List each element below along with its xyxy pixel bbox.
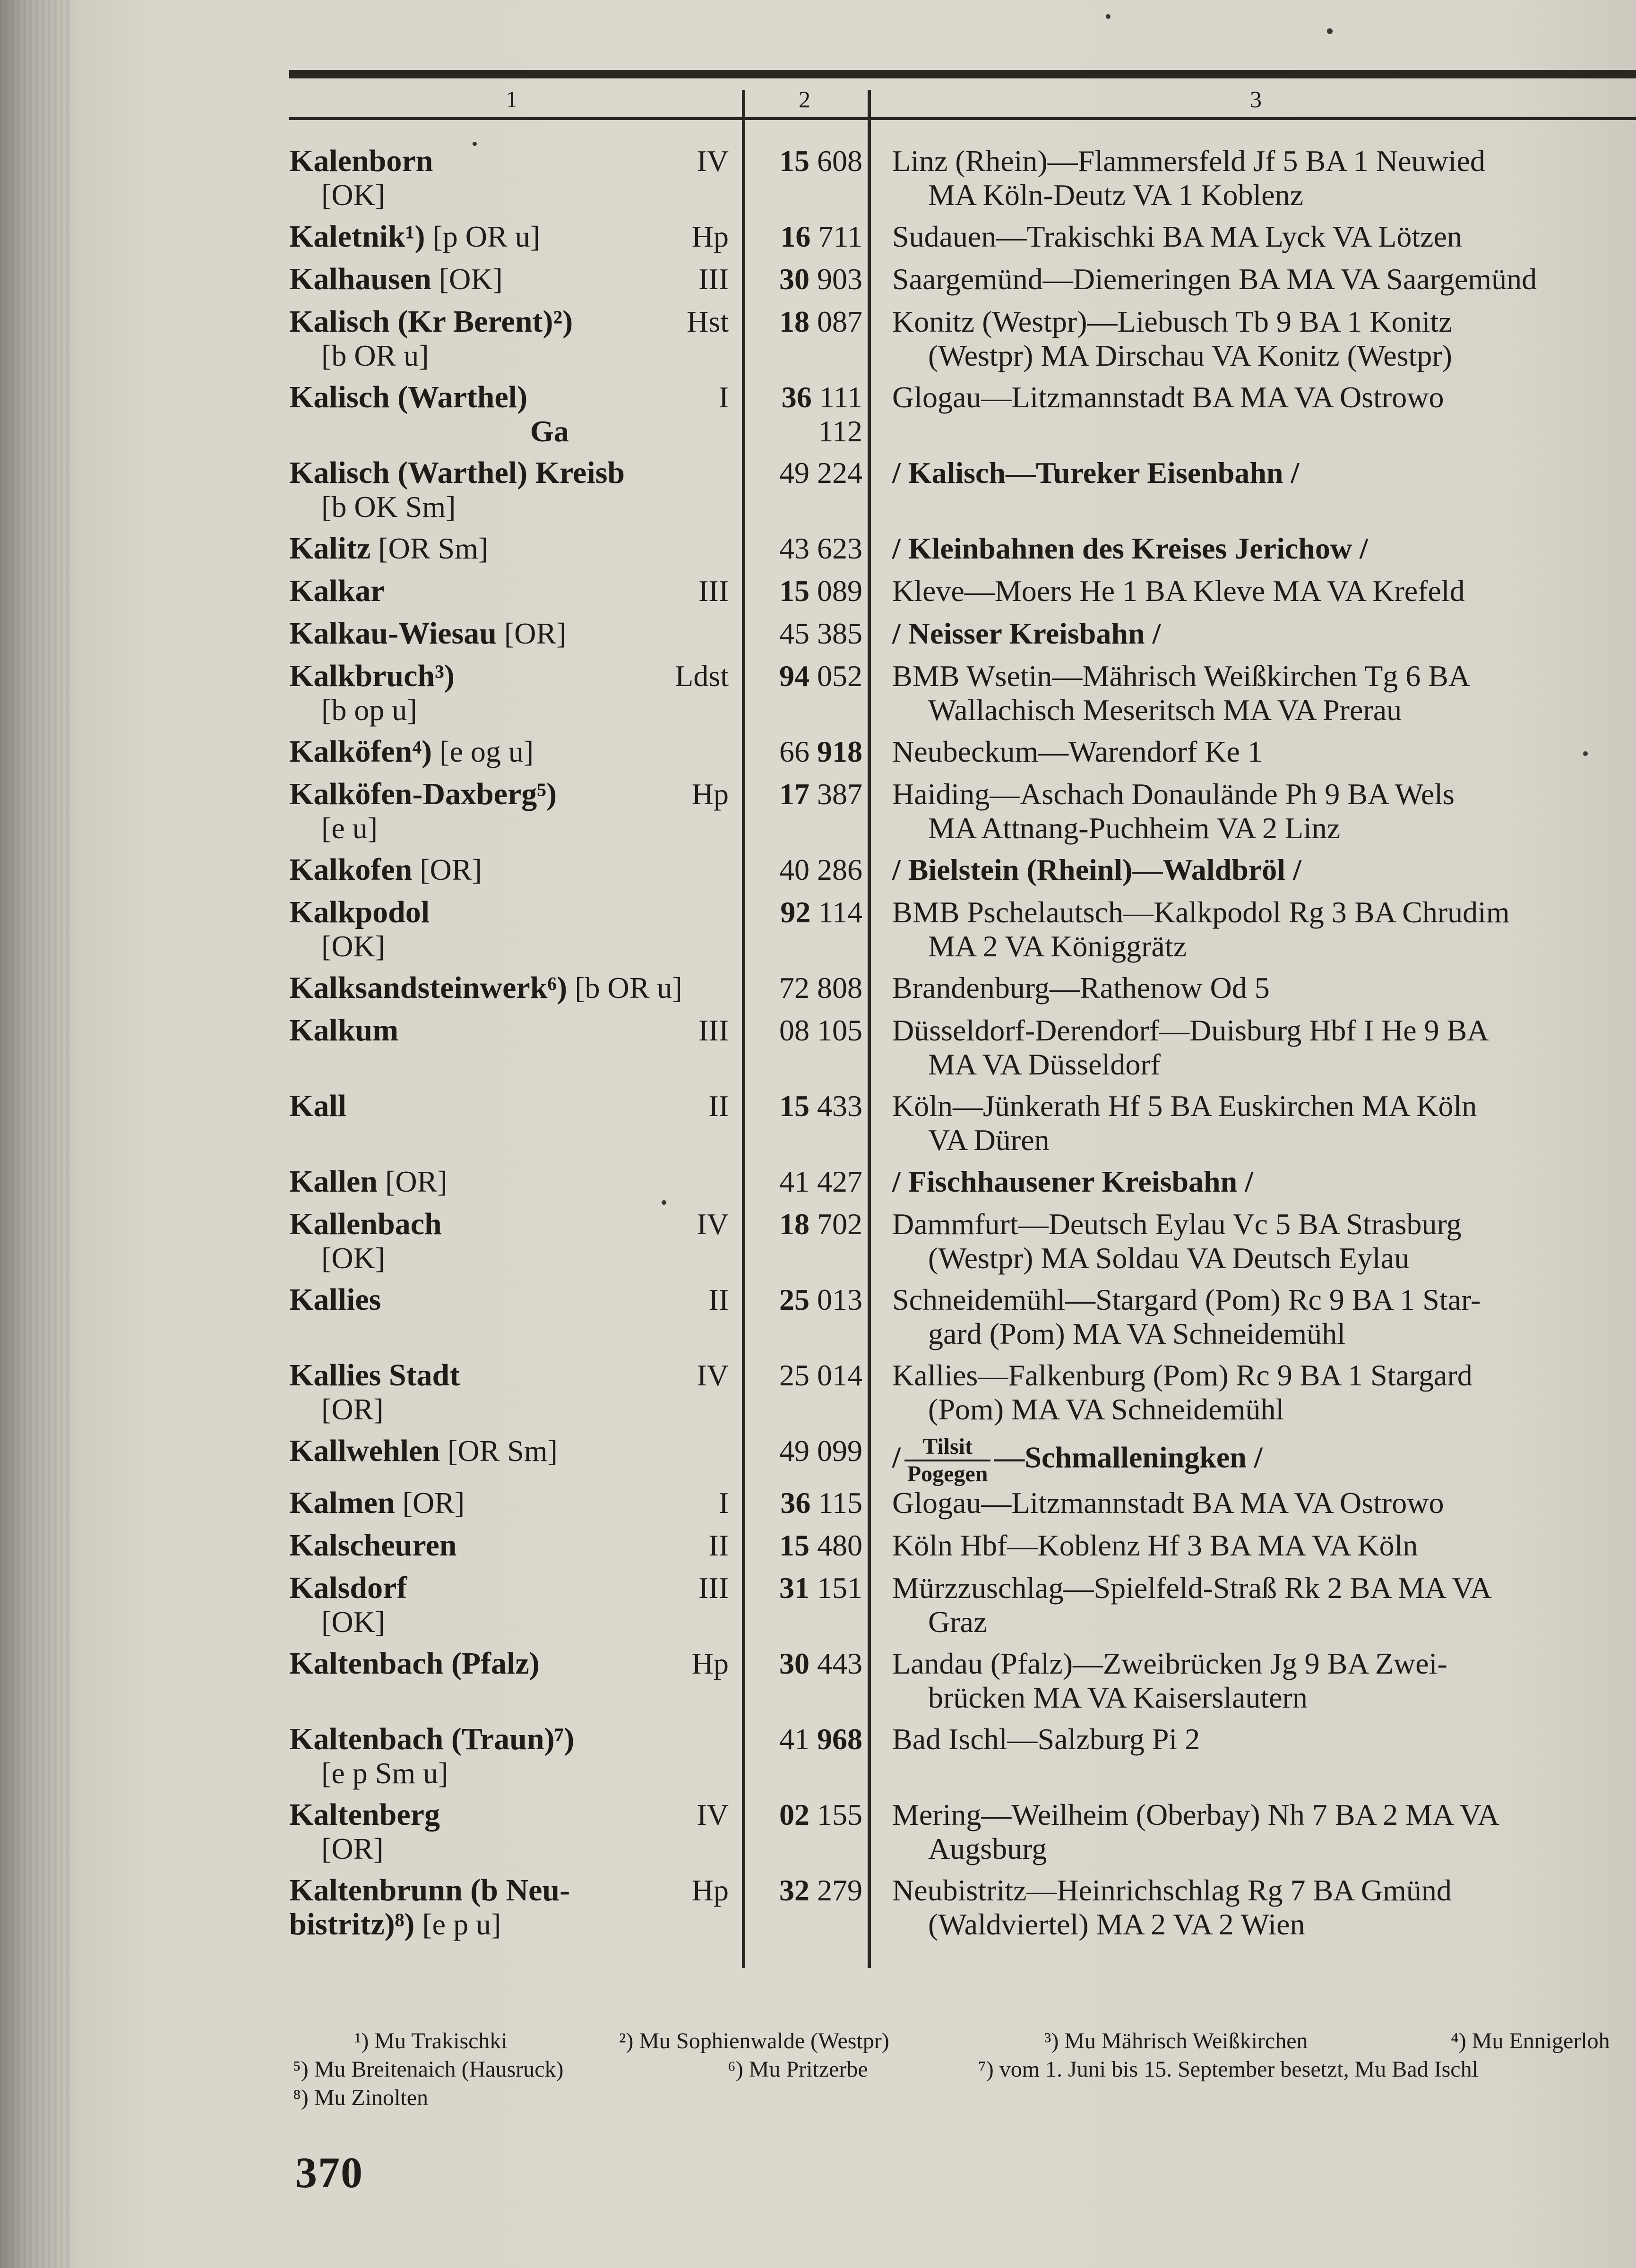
station-number — [756, 1014, 862, 1048]
station-class: IV — [697, 1207, 729, 1241]
station-name-cell — [289, 1358, 729, 1426]
station-number-suffix: 111 — [819, 380, 862, 414]
station-name-cell — [289, 1089, 729, 1123]
station-class: IV — [697, 1358, 729, 1392]
station-name-cell — [289, 777, 729, 845]
station-number-value: 25 014 — [779, 1358, 862, 1392]
station-status: [b OK Sm] — [321, 490, 456, 524]
station-name: Kaltenbach (Traun)⁷) — [289, 1722, 575, 1756]
station-number-prefix: 15 — [779, 144, 817, 178]
route-line: BMB Wsetin—Mährisch Weißkirchen Tg 6 BA — [892, 659, 1471, 693]
route-cell — [892, 456, 1636, 490]
station-number-prefix: 30 — [779, 1647, 817, 1680]
station-status: [OR] — [496, 617, 567, 650]
station-name-cell — [289, 895, 729, 963]
station-number-suffix: 013 — [817, 1283, 862, 1316]
station-status: [e og u] — [432, 735, 534, 768]
route-cell — [892, 1283, 1636, 1351]
station-name-cell — [289, 1529, 729, 1563]
station-status: [OR Sm] — [370, 532, 489, 565]
route-line: Kleve—Moers He 1 BA Kleve MA VA Krefeld — [892, 574, 1465, 608]
footnotes — [293, 2027, 1636, 2112]
station-number — [756, 380, 862, 448]
station-class: III — [698, 574, 729, 608]
station-name-cell — [289, 220, 729, 254]
route-cell — [892, 305, 1636, 373]
station-status: [OK] — [321, 929, 386, 963]
route-cell — [892, 1014, 1636, 1082]
station-name: Kalkofen — [289, 852, 413, 887]
station-status: [OR] — [321, 1392, 384, 1426]
route-line: Schneidemühl—Stargard (Pom) Rc 9 BA 1 Star- — [892, 1283, 1481, 1316]
route-line: Düsseldorf-Derendorf—Duisburg Hbf I He 9 BA — [892, 1014, 1489, 1047]
station-number — [756, 305, 862, 339]
station-class: Hp — [691, 1647, 729, 1680]
station-name: Kalkar — [289, 574, 385, 608]
station-class: III — [698, 1014, 729, 1047]
station-status: [OK] — [321, 1241, 386, 1275]
station-name: Kallies Stadt — [289, 1358, 460, 1392]
station-number-extra: 112 — [818, 414, 862, 448]
station-name-cell — [289, 1283, 729, 1317]
railway-name: / Kalisch—Tureker Eisenbahn / — [892, 456, 1300, 490]
station-number — [756, 456, 862, 490]
route-line: Bad Ischl—Salzburg Pi 2 — [892, 1722, 1200, 1756]
station-name-cell — [289, 262, 729, 296]
station-name-cell — [289, 1486, 729, 1520]
station-number-suffix: 387 — [817, 777, 862, 811]
station-number-prefix: 94 — [779, 659, 817, 693]
station-name-cell — [289, 456, 729, 524]
station-class: II — [708, 1089, 729, 1123]
footnote-line-1 — [293, 2027, 1636, 2055]
route-line: Dammfurt—Deutsch Eylau Vc 5 BA Strasburg — [892, 1207, 1462, 1241]
station-name: Kaltenbach (Pfalz) — [289, 1646, 540, 1681]
station-name-cell — [289, 659, 729, 727]
station-name-cell — [289, 1165, 729, 1199]
station-status: [e p Sm u] — [321, 1756, 448, 1790]
station-number-value: 49 099 — [779, 1434, 862, 1468]
station-name: Kalisch (Warthel) Kreisb — [289, 455, 625, 490]
station-name-cell — [289, 1798, 729, 1866]
station-name-cell — [289, 1434, 729, 1468]
station-name: Kalkau-Wiesau — [289, 616, 497, 651]
station-number-suffix: 087 — [817, 305, 862, 338]
station-name-cell — [289, 1722, 729, 1790]
route-line: Landau (Pfalz)—Zweibrücken Jg 9 BA Zwei- — [892, 1647, 1447, 1680]
route-line-continuation: MA 2 VA Königgrätz — [928, 929, 1187, 963]
station-number-suffix: 115 — [818, 1486, 862, 1520]
station-class: II — [708, 1283, 729, 1316]
station-number-suffix: 968 — [817, 1722, 862, 1756]
station-name: Kaletnik¹) — [289, 219, 425, 254]
station-number-prefix: 15 — [779, 1529, 817, 1562]
route-line: Haiding—Aschach Donaulände Ph 9 BA Wels — [892, 777, 1455, 811]
route-line: Mering—Weilheim (Oberbay) Nh 7 BA 2 MA VA — [892, 1798, 1499, 1831]
station-name-cell — [289, 532, 729, 566]
station-number — [756, 1486, 862, 1520]
railway-name: / Kleinbahnen des Kreises Jerichow / — [892, 532, 1368, 565]
station-number — [756, 971, 862, 1005]
station-class: III — [698, 1571, 729, 1605]
station-number-prefix: 30 — [779, 262, 817, 296]
route-cell — [892, 380, 1636, 414]
station-name: Kallenbach — [289, 1207, 442, 1241]
station-number-prefix: 02 — [779, 1798, 817, 1831]
route-cell — [892, 895, 1636, 963]
station-name-cell — [289, 617, 729, 651]
station-name-part: bistritz)⁸) — [289, 1907, 415, 1942]
station-name-cell — [289, 305, 729, 373]
route-line: Köln Hbf—Koblenz Hf 3 BA MA VA Köln — [892, 1529, 1418, 1562]
station-number — [756, 1798, 862, 1832]
route-cell — [892, 1358, 1636, 1426]
station-number — [756, 853, 862, 887]
station-number — [756, 1722, 862, 1756]
station-number — [756, 1358, 862, 1392]
route-cell — [892, 532, 1636, 566]
station-status: Ga — [530, 414, 569, 448]
station-name-cell — [289, 1571, 729, 1639]
station-status: [e p u] — [414, 1907, 501, 1941]
route-cell — [892, 1089, 1636, 1157]
route-line: Neubeckum—Warendorf Ke 1 — [892, 735, 1263, 768]
station-number — [756, 777, 862, 811]
station-name: Kall — [289, 1089, 347, 1123]
station-name-cell — [289, 1647, 729, 1681]
route-line-continuation: VA Düren — [928, 1123, 1050, 1157]
station-name: Kaltenbrunn (b Neu- — [289, 1873, 570, 1907]
station-number — [756, 1283, 862, 1317]
station-name: Kallen — [289, 1164, 378, 1199]
station-number-suffix: 702 — [817, 1207, 862, 1241]
route-cell — [892, 617, 1636, 651]
print-speck — [1583, 751, 1588, 756]
station-class: II — [708, 1529, 729, 1562]
route-line: Glogau—Litzmannstadt BA MA VA Ostrowo — [892, 1486, 1444, 1520]
route-line-continuation: gard (Pom) MA VA Schneidemühl — [928, 1317, 1345, 1350]
route-cell — [892, 853, 1636, 887]
station-class: III — [698, 262, 729, 296]
station-class: IV — [697, 1798, 729, 1831]
route-line: Neubistritz—Heinrichschlag Rg 7 BA Gmünd — [892, 1873, 1452, 1907]
station-number-suffix: 151 — [817, 1571, 862, 1605]
station-status: [OR] — [378, 1165, 448, 1198]
station-number — [756, 262, 862, 296]
railway-name: / Fischhausener Kreisbahn / — [892, 1165, 1253, 1198]
station-number — [756, 532, 862, 566]
station-class: Hst — [687, 305, 729, 338]
station-class: Hp — [691, 777, 729, 811]
station-status: [b OR u] — [321, 339, 429, 372]
footnote-8: ⁸) Mu Zinolten — [293, 2085, 429, 2110]
railway-name: / Neisser Kreisbahn / — [892, 617, 1161, 650]
station-number — [756, 1165, 862, 1199]
print-speck — [1327, 28, 1333, 34]
footnote-line-3 — [293, 2084, 1636, 2112]
station-number — [756, 659, 862, 693]
railway-slash: / — [892, 1440, 901, 1474]
station-status: [OK] — [321, 1605, 386, 1639]
route-cell — [892, 262, 1636, 296]
station-name-cell — [289, 1873, 729, 1942]
station-number-prefix: 16 — [780, 220, 818, 253]
route-line: Brandenburg—Rathenow Od 5 — [892, 971, 1270, 1005]
print-speck — [473, 142, 477, 146]
route-cell — [892, 735, 1636, 769]
station-number — [756, 144, 862, 178]
station-number-suffix: 711 — [818, 220, 862, 253]
station-name-cell — [289, 1207, 729, 1275]
route-cell — [892, 1873, 1636, 1942]
station-number-suffix: 608 — [817, 144, 862, 178]
station-number — [756, 617, 862, 651]
station-number-suffix: 089 — [817, 574, 862, 608]
route-line: BMB Pschelautsch—Kalkpodol Rg 3 BA Chrudim — [892, 895, 1510, 929]
station-name: Kalköfen⁴) — [289, 734, 432, 769]
station-number-value: 41 427 — [779, 1165, 862, 1198]
route-line: Konitz (Westpr)—Liebusch Tb 9 BA 1 Konitz — [892, 305, 1452, 338]
route-cell — [892, 1722, 1636, 1756]
station-number — [756, 735, 862, 769]
route-line-continuation: Wallachisch Meseritsch MA VA Prerau — [928, 693, 1402, 727]
station-number — [756, 895, 862, 929]
station-status: [OR] — [412, 853, 482, 886]
route-cell — [892, 1647, 1636, 1715]
station-status: [OR] — [321, 1832, 384, 1865]
station-class: I — [718, 1486, 729, 1520]
station-number-value: 08 105 — [779, 1014, 862, 1047]
station-number-suffix: 433 — [817, 1089, 862, 1123]
route-cell — [892, 777, 1636, 845]
station-number-value: 40 286 — [779, 853, 862, 886]
station-number-suffix: 052 — [817, 659, 862, 693]
route-line: Mürzzuschlag—Spielfeld-Straß Rk 2 BA MA VA — [892, 1571, 1492, 1605]
station-name-cell — [289, 735, 729, 769]
route-cell — [892, 1529, 1636, 1563]
station-name-cell — [289, 144, 729, 212]
footnote-6: ⁶) Mu Pritzerbe — [728, 2057, 868, 2082]
route-line-continuation: MA Köln-Deutz VA 1 Koblenz — [928, 178, 1304, 212]
station-status: [p OR u] — [425, 220, 540, 253]
station-name: Kalkpodol — [289, 895, 430, 929]
route-cell — [892, 1165, 1636, 1199]
station-number-prefix: 17 — [779, 777, 817, 811]
station-name-cell — [289, 1014, 729, 1048]
print-speck — [662, 1200, 666, 1205]
route-line-continuation: (Waldviertel) MA 2 VA 2 Wien — [928, 1907, 1305, 1941]
station-name: Kalscheuren — [289, 1528, 457, 1563]
station-number — [756, 1529, 862, 1563]
route-cell — [892, 1571, 1636, 1639]
route-line-continuation: MA VA Düsseldorf — [928, 1048, 1161, 1081]
station-status: [OR] — [395, 1486, 465, 1520]
station-status: [b op u] — [321, 693, 417, 727]
station-number — [756, 1647, 862, 1681]
station-name: Kalisch (Warthel) — [289, 380, 528, 414]
route-cell — [892, 220, 1636, 254]
station-name: Kalitz — [289, 531, 371, 566]
station-class: Hp — [691, 220, 729, 253]
station-number — [756, 1434, 862, 1468]
station-number-prefix: 66 — [779, 735, 817, 768]
station-number-suffix: 903 — [817, 262, 862, 296]
station-number-value: 49 224 — [779, 456, 862, 490]
station-number — [756, 1571, 862, 1605]
station-name: Kalhausen — [289, 262, 431, 296]
station-name-cell — [289, 574, 729, 608]
station-status: [b OR u] — [567, 971, 682, 1005]
station-name: Kalköfen-Daxberg⁵) — [289, 777, 557, 811]
station-name: Kallwehlen — [289, 1434, 440, 1468]
station-number-prefix: 36 — [780, 1486, 818, 1520]
station-name: Kaltenberg — [289, 1797, 440, 1832]
station-class: I — [718, 380, 729, 414]
station-number-prefix: 25 — [779, 1283, 817, 1316]
route-cell — [892, 971, 1636, 1005]
route-cell — [892, 574, 1636, 608]
station-number-prefix: 15 — [779, 574, 817, 608]
station-number-suffix: 114 — [818, 895, 862, 929]
station-class: IV — [697, 144, 729, 178]
route-line-continuation: Graz — [928, 1605, 987, 1639]
station-number-value: 43 623 — [779, 532, 862, 565]
footnote-3: ³) Mu Mährisch Weißkirchen — [1044, 2028, 1308, 2053]
route-line: Glogau—Litzmannstadt BA MA VA Ostrowo — [892, 380, 1444, 414]
station-number-prefix: 32 — [779, 1873, 817, 1907]
station-number-prefix: 15 — [779, 1089, 817, 1123]
route-cell — [892, 1434, 1636, 1487]
station-number-value: 72 808 — [779, 971, 862, 1005]
station-number-suffix: 480 — [817, 1529, 862, 1562]
route-line: Kallies—Falkenburg (Pom) Rc 9 BA 1 Stargard — [892, 1358, 1472, 1392]
station-number-prefix: 18 — [779, 1207, 817, 1241]
route-cell — [892, 1798, 1636, 1866]
station-number — [756, 1089, 862, 1123]
footnote-1: ¹) Mu Trakischki — [354, 2028, 508, 2053]
route-line: Köln—Jünkerath Hf 5 BA Euskirchen MA Köln — [892, 1089, 1477, 1123]
station-number-value: 45 385 — [779, 617, 862, 650]
station-number-prefix: 31 — [779, 1571, 817, 1605]
station-number-suffix: 279 — [817, 1873, 862, 1907]
station-number — [756, 574, 862, 608]
route-line-continuation: Augsburg — [928, 1832, 1047, 1865]
station-name: Kalsdorf — [289, 1571, 407, 1605]
footnote-line-2 — [293, 2055, 1636, 2084]
station-number — [756, 1873, 862, 1907]
footnote-2: ²) Mu Sophienwalde (Westpr) — [619, 2028, 889, 2053]
print-speck — [1106, 14, 1111, 19]
route-cell — [892, 144, 1636, 212]
route-line: Linz (Rhein)—Flammersfeld Jf 5 BA 1 Neuwied — [892, 144, 1485, 178]
station-number-prefix: 92 — [780, 895, 818, 929]
route-line-continuation: brücken MA VA Kaiserslautern — [928, 1681, 1308, 1714]
station-status: [OR Sm] — [440, 1434, 558, 1468]
route-cell — [892, 1486, 1636, 1520]
station-name-cell — [289, 380, 729, 448]
column-header-2: 2 — [799, 86, 810, 112]
station-number-suffix: 155 — [817, 1798, 862, 1831]
station-name: Kalisch (Kr Berent)²) — [289, 304, 573, 339]
station-number-prefix: 36 — [781, 380, 819, 414]
route-line-continuation: (Westpr) MA Dirschau VA Konitz (Westpr) — [928, 339, 1452, 372]
station-name: Kalmen — [289, 1486, 395, 1520]
station-name: Kalkum — [289, 1013, 399, 1048]
station-name-cell — [289, 853, 729, 887]
route-line: Sudauen—Trakischki BA MA Lyck VA Lötzen — [892, 220, 1462, 253]
station-number-prefix: 41 — [779, 1722, 817, 1756]
station-name-cell — [289, 971, 729, 1005]
station-status: [OK] — [431, 262, 503, 296]
column-header-3: 3 — [1250, 86, 1262, 112]
footnote-7: ⁷) vom 1. Juni bis 15. September besetzt, Mu Bad Ischl — [978, 2057, 1478, 2082]
station-name-continuation — [289, 1907, 729, 1942]
station-number — [756, 220, 862, 254]
station-status: [OK] — [321, 178, 386, 212]
footnote-4: ⁴) Mu Ennigerloh — [1451, 2028, 1610, 2053]
station-number-suffix: 918 — [817, 735, 862, 768]
station-number-suffix: 443 — [817, 1647, 862, 1680]
railway-name: / Bielstein (Rheinl)—Waldbröl / — [892, 853, 1301, 886]
fraction-bottom: Pogegen — [907, 1461, 988, 1486]
railway-name: —Schmalleningken / — [994, 1440, 1263, 1474]
station-number-prefix: 18 — [779, 305, 817, 338]
route-line-continuation: MA Attnang-Puchheim VA 2 Linz — [928, 811, 1341, 845]
fraction-top: Tilsit — [904, 1434, 991, 1461]
station-number — [756, 1207, 862, 1241]
railway-fraction — [904, 1434, 991, 1487]
route-cell — [892, 659, 1636, 727]
station-status: [e u] — [321, 811, 378, 845]
route-line-continuation: (Pom) MA VA Schneidemühl — [928, 1392, 1284, 1426]
station-name: Kalksandsteinwerk⁶) — [289, 971, 568, 1005]
station-name: Kalenborn — [289, 144, 433, 178]
route-line-continuation: (Westpr) MA Soldau VA Deutsch Eylau — [928, 1241, 1410, 1275]
page-number: 370 — [295, 2148, 363, 2197]
route-line: Saargemünd—Diemeringen BA MA VA Saargemünd — [892, 262, 1537, 296]
station-name: Kallies — [289, 1282, 381, 1317]
station-class: Hp — [691, 1873, 729, 1907]
footnote-5: ⁵) Mu Breitenaich (Hausruck) — [293, 2057, 564, 2082]
station-class: Ldst — [675, 659, 729, 693]
route-cell — [892, 1207, 1636, 1275]
column-header-1: 1 — [506, 86, 517, 112]
station-name: Kalkbruch³) — [289, 659, 455, 693]
